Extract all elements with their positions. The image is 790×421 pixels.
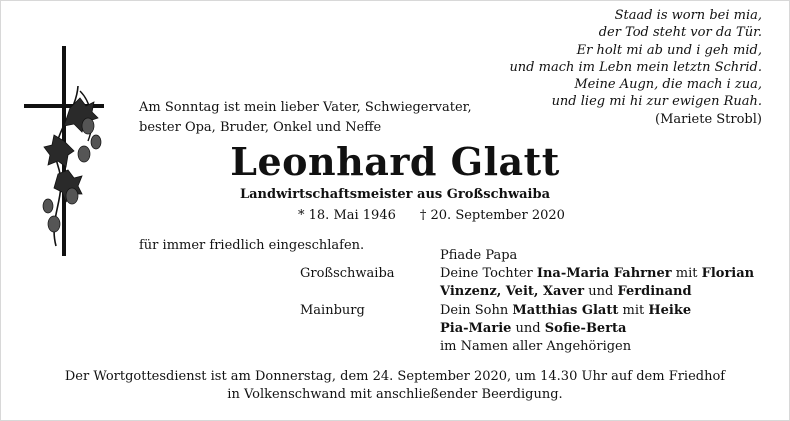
birth-date: * 18. Mai 1946 — [298, 208, 396, 223]
son-family-line: Pia-Marie und Sofie-Berta — [440, 320, 627, 336]
death-date: † 20. September 2020 — [419, 208, 565, 223]
intro-text — [139, 98, 499, 138]
deceased-name: Leonhard Glatt — [230, 139, 560, 184]
service-line-2: in Volkenschwand mit anschließender Beerdigung. — [227, 387, 563, 402]
place-son: Mainburg — [300, 303, 365, 318]
daughter-family-line: Vinzenz, Veit, Xaver und Ferdinand — [440, 284, 692, 300]
poem-line: Staad is worn bei mia, — [614, 8, 762, 23]
service-info — [0, 368, 790, 404]
poem-line: und lieg mi hi zur ewigen Ruah. — [551, 94, 762, 110]
daughter-line: Deine Tochter Ina-Maria Fahrner mit Florian — [440, 266, 755, 282]
intro-line-2: bester Opa, Bruder, Onkel und Neffe — [139, 120, 382, 135]
son-line: Dein Sohn Matthias Glatt mit Heike — [440, 302, 692, 318]
intro-line-1: Am Sonntag ist mein lieber Vater, Schwiegervater, — [139, 100, 472, 115]
life-dates — [298, 207, 565, 225]
closing-line: im Namen aller Angehörigen — [440, 339, 632, 355]
poem-line: Er holt mi ab und i geh mid, — [576, 42, 762, 58]
deceased-title: Landwirtschaftsmeister aus Großschwaiba — [239, 187, 551, 202]
poem-line: und mach im Lebn mein letztn Schrid. — [509, 59, 762, 75]
service-line-1: Der Wortgottesdienst ist am Donnerstag, dem 24. September 2020, um 14.30 Uhr auf dem Friedhof — [64, 369, 726, 384]
sleep-text: für immer friedlich eingeschlafen. — [139, 238, 365, 253]
place-daughter: Großschwaiba — [300, 266, 395, 281]
greeting: Pfiade Papa — [440, 248, 518, 263]
poem-line: Meine Augn, die mach i zua, — [574, 77, 762, 93]
poem-author: (Mariete Strobl) — [655, 111, 762, 127]
poem-line: der Tod steht vor da Tür. — [598, 25, 762, 41]
mourners-list — [440, 247, 754, 356]
